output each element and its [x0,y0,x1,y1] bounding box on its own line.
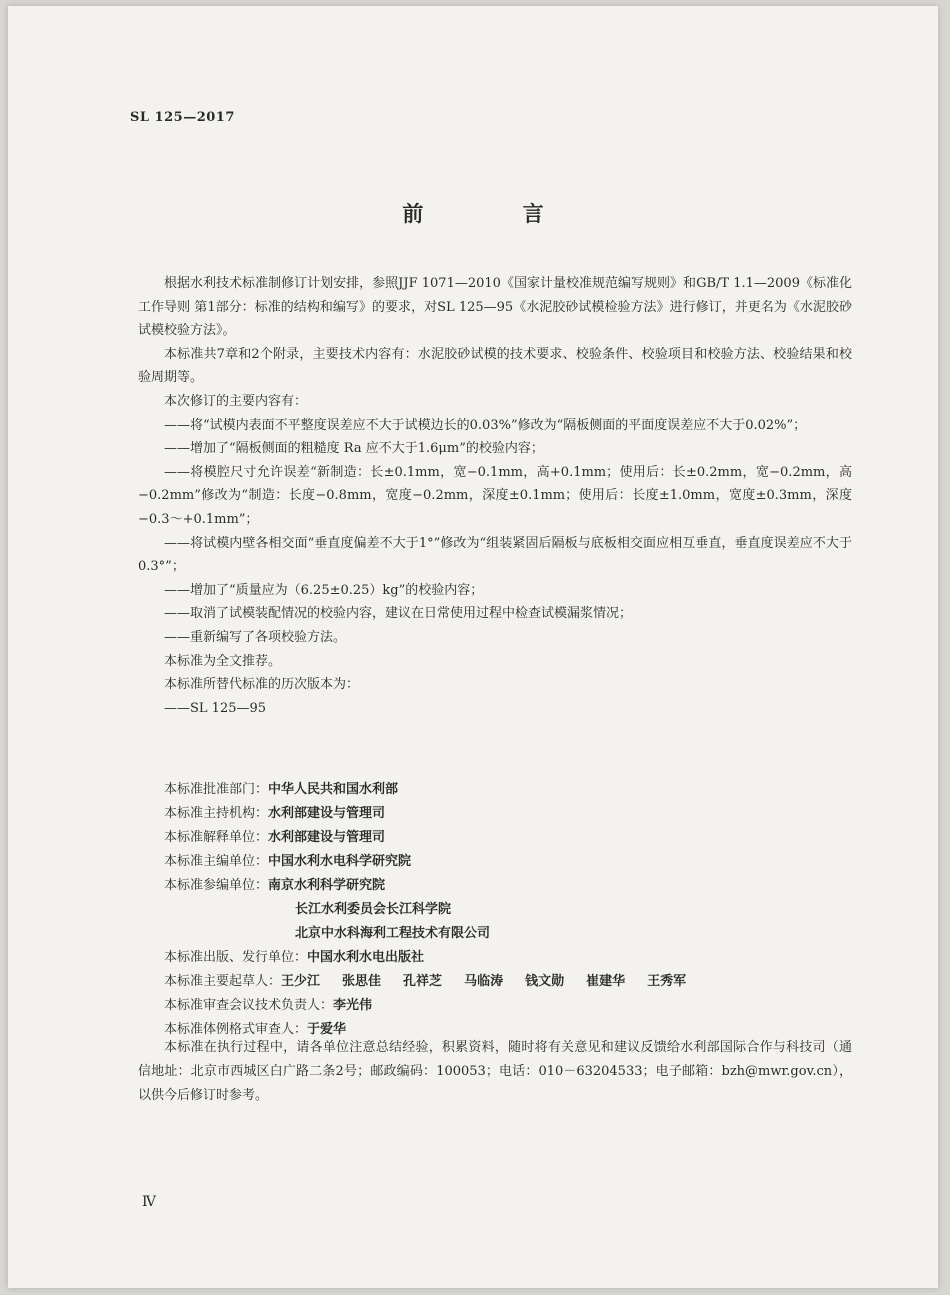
drafters-row [164,970,854,994]
participants-row [164,874,854,898]
list-item: ——SL 125—95 [164,700,267,716]
drafter-name: 王秀军 [647,974,687,989]
drafter-name: 马临涛 [464,974,504,989]
review-tech-row [164,994,854,1018]
paragraph: 本标准所替代标准的历次版本为： [164,677,360,693]
participant-unit: 北京中水科海利工程技术有限公司 [295,926,491,941]
participants-label: 本标准参编单位： [164,878,269,893]
host-value: 水利部建设与管理司 [268,806,386,821]
host-label: 本标准主持机构： [164,806,269,821]
foreword-body [138,272,852,720]
publisher-value: 中国水利水电出版社 [307,950,425,965]
participant-unit: 长江水利委员会长江科学院 [295,902,452,917]
publisher-row [164,946,854,970]
list-item: ——将“试模内表面不平整度误差应不大于试模边长的0.03%”修改为“隔板侧面的平面度误差应不大于0.02%”； [164,417,807,433]
paragraph: 本次修订的主要内容有： [164,393,308,409]
drafters-label: 本标准主要起草人： [164,974,282,989]
chief-row [164,850,854,874]
publisher-label: 本标准出版、发行单位： [164,950,308,965]
interpret-row [164,826,854,850]
standard-info-block [164,778,854,1042]
participants-row-continued [164,898,854,922]
approval-row [164,778,854,802]
list-item: ——将试模内壁各相交面“垂直度偏差不大于1°”修改为“组装紧固后隔板与底板相交面应相互垂直，垂直度误差应不大于0.3°”； [138,535,852,575]
review-tech-label: 本标准审查会议技术负责人： [164,998,334,1013]
participant-unit: 南京水利科学研究院 [268,878,386,893]
format-review-value: 于爱华 [307,1022,347,1037]
chief-label: 本标准主编单位： [164,854,269,869]
drafter-name: 张思佳 [342,974,382,989]
list-item: ——增加了“质量应为（6.25±0.25）kg”的校验内容； [164,582,484,598]
drafter-name: 王少江 [281,974,321,989]
participants-row-continued [164,922,854,946]
list-item: ——取消了试模装配情况的校验内容，建议在日常使用过程中检查试模漏浆情况； [164,606,633,622]
interpret-label: 本标准解释单位： [164,830,269,845]
approval-label: 本标准批准部门： [164,782,269,797]
paragraph: 本标准在执行过程中，请各单位注意总结经验，积累资料，随时将有关意见和建议反馈给水利部国际合作与科技司（通信地址：北京市西城区白广路二条2号；邮政编码：100053；电话：010－63204533；电子邮箱：bzh@mwr.gov.cn），以供今后修订时参考。 [138,1040,852,1103]
list-item: ——重新编写了各项校验方法。 [164,629,347,645]
host-row [164,802,854,826]
paragraph: 本标准共7章和2个附录，主要技术内容有：水泥胶砂试模的技术要求、校验条件、校验项目和校验方法、校验结果和校验周期等。 [138,346,852,386]
list-item: ——增加了“隔板侧面的粗糙度 Ra 应不大于1.6μm”的校验内容； [164,441,544,457]
drafter-name: 钱文勋 [525,974,565,989]
list-item: ——将模腔尺寸允许误差“新制造：长±0.1mm，宽−0.1mm，高+0.1mm；使用后：长±0.2mm，宽−0.2mm，高−0.2mm”修改为“制造：长度−0.8mm，宽度−0.2mm，深度±0.1mm；使用后：长度±1.0mm，宽度±0.3mm，深度−0.3～+0.1mm”； [138,464,852,527]
paragraph: 本标准为全文推荐。 [164,653,282,669]
page-title: 前 言 [402,201,590,226]
closing-note [138,1036,852,1108]
page-number: Ⅳ [142,1194,157,1210]
format-review-label: 本标准体例格式审查人： [164,1022,308,1037]
document-page [8,6,938,1288]
review-tech-value: 李光伟 [333,998,373,1013]
interpret-value: 水利部建设与管理司 [268,830,386,845]
standard-code: SL 125—2017 [130,110,235,125]
paragraph: 根据水利技术标准制修订计划安排，参照JJF 1071—2010《国家计量校准规范编写规则》和GB/T 1.1—2009《标准化工作导则 第1部分：标准的结构和编写》的要求，对SL 125—95《水泥胶砂试模检验方法》进行修订，并更名为《水泥胶砂试模校验方法》。 [138,276,852,339]
drafter-name: 崔建华 [586,974,626,989]
approval-value: 中华人民共和国水利部 [268,782,399,797]
drafter-name: 孔祥芝 [403,974,443,989]
chief-value: 中国水利水电科学研究院 [268,854,412,869]
